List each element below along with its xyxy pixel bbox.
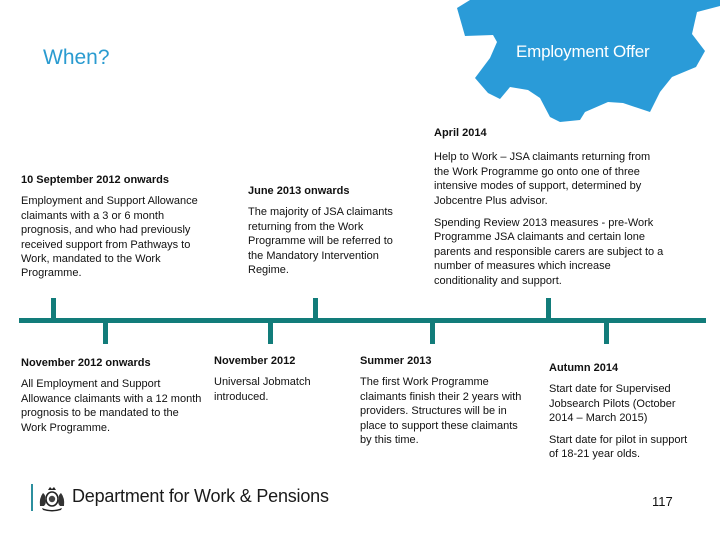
timeline-axis — [19, 318, 706, 323]
timeline-tick-top — [546, 298, 551, 319]
event-description: The first Work Programme claimants finish their 2 years with providers. Structures will be in place to support these claimants by this time. — [360, 376, 522, 447]
timeline-event-autumn-2014 — [549, 361, 689, 468]
organisation-name: Department for Work & Pensions — [72, 486, 329, 506]
event-date: 10 September 2012 onwards — [21, 174, 169, 186]
event-date: November 2012 — [214, 355, 296, 367]
timeline-tick-top — [51, 298, 56, 319]
event-date: June 2013 onwards — [248, 185, 350, 197]
gear-label: Employment Offer — [516, 42, 650, 61]
timeline-event-nov-2012-onwards — [21, 356, 206, 442]
timeline-tick-bottom — [604, 323, 609, 344]
event-date: November 2012 onwards — [21, 357, 151, 369]
event-description: Employment and Support Allowance claimants with a 3 or 6 month prognosis, and who had previously received support from Pathways to Work, mandated to the Work Programme. — [21, 195, 198, 280]
event-description: Help to Work – JSA claimants returning from the Work Programme go onto one of three intensive modes of support, determined by Jobcentre Plus advisor. — [434, 151, 651, 207]
event-description: Spending Review 2013 measures - pre-Work Programme JSA claimants and certain lone parents and responsible carers are subject to a number of measures which increase conditionality and support. — [434, 217, 664, 287]
event-description: The majority of JSA claimants returning from the Work Programme will be referred to the Mandatory Intervention Regime. — [248, 206, 393, 277]
royal-crest-icon — [37, 484, 67, 512]
timeline-event-apr-2014 — [434, 126, 664, 295]
slide-title: When? — [43, 46, 110, 69]
event-date: Autumn 2014 — [549, 362, 619, 374]
timeline-event-summer-2013 — [360, 354, 525, 454]
timeline-tick-bottom — [430, 323, 435, 344]
logo-divider — [31, 484, 33, 511]
timeline-event-sep-2012 — [21, 173, 216, 288]
gear-icon — [0, 0, 720, 130]
timeline-tick-bottom — [103, 323, 108, 344]
page-number: 117 — [652, 494, 673, 509]
event-description: Start date for Supervised Jobsearch Pilots (October 2014 – March 2015) — [549, 383, 676, 425]
event-description: Start date for pilot in support of 18-21 year olds. — [549, 433, 688, 461]
event-date: April 2014 — [434, 127, 487, 139]
event-date: Summer 2013 — [360, 355, 432, 367]
event-description: Universal Jobmatch introduced. — [214, 376, 311, 403]
timeline-tick-top — [313, 298, 318, 319]
timeline-event-nov-2012 — [214, 354, 339, 411]
timeline-event-jun-2013 — [248, 184, 408, 284]
event-description: All Employment and Support Allowance claimants with a 12 month prognosis to be mandated to the Work Programme. — [21, 378, 202, 434]
timeline-tick-bottom — [268, 323, 273, 344]
